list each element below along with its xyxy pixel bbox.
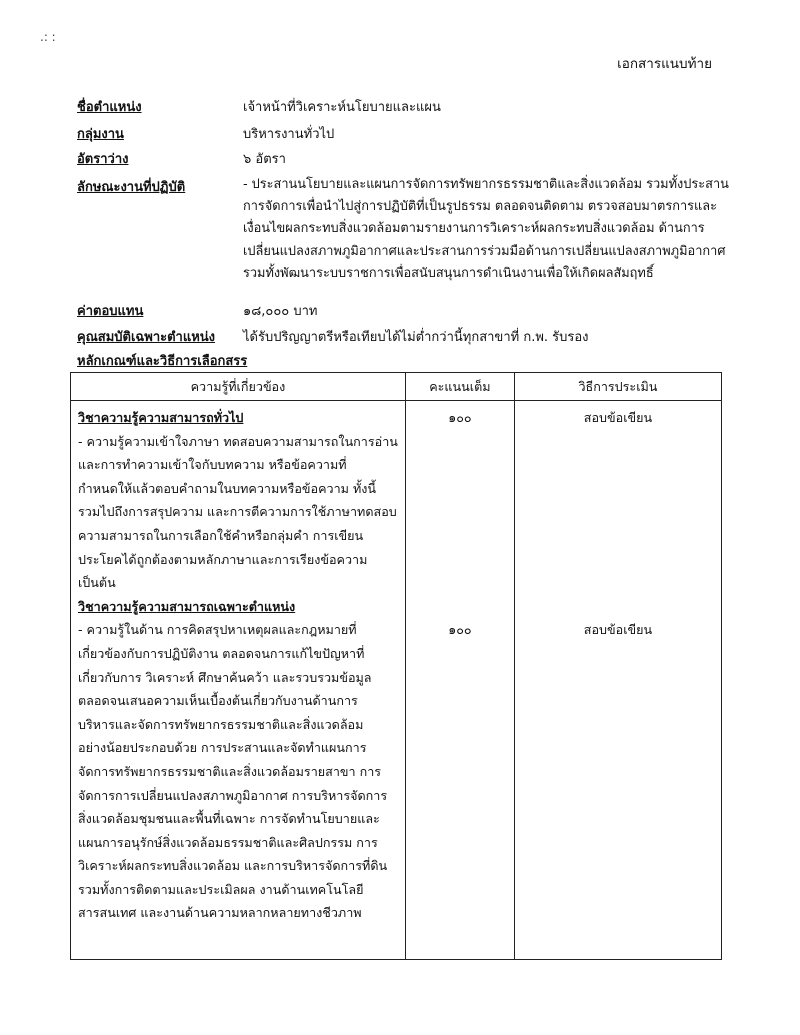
qualification-value: ได้รับปริญญาตรีหรือเทียบได้ไม่ต่ำกว่านี้ทุกสาขาที่ ก.พ. รับรอง (243, 330, 589, 345)
criteria-label: หลักเกณฑ์และวิธีการเลือกสรร (77, 354, 248, 369)
section-line: อย่างน้อยประกอบด้วย การประสานและจัดทำแผนการ (78, 740, 367, 756)
section-line: - ความรู้ความเข้าใจภาษา ทดสอบความสามารถในการอ่าน (78, 433, 398, 449)
duty-line: รวมทั้งพัฒนาระบบราชการเพื่อสนับสนุนการดำเนินงานเพื่อให้เกิดผลสัมฤทธิ์ (243, 265, 654, 281)
section-title-specific: วิชาความรู้ความสามารถเฉพาะตำแหน่ง (78, 598, 296, 614)
scan-specks: .: : (40, 30, 56, 44)
position-value: เจ้าหน้าที่วิเคราะห์นโยบายและแผน (243, 100, 441, 115)
duty-line: เปลี่ยนแปลงสภาพภูมิอากาศและประสานการร่วมมือด้านการเปลี่ยนแปลงสภาพภูมิอากาศ (243, 243, 726, 259)
vacancy-value: ๖ อัตรา (243, 152, 286, 167)
salary-label: ค่าตอบแทน (77, 304, 144, 319)
section-line: แผนการอนุรักษ์สิ่งแวดล้อมธรรมชาติและศิลปกรรม การ (78, 834, 378, 850)
header-full-score: คะแนนเต็ม (405, 373, 514, 401)
duty-line: การจัดการเพื่อนำไปสู่การปฏิบัติที่เป็นรูปธรรม ตลอดจนติดตาม ตรวจสอบมาตรการและ (243, 199, 717, 215)
section-line: กำหนดให้แล้วตอบคำถามในบทความหรือข้อความ ทั้งนี้ (78, 480, 377, 496)
score-general: ๑๐๐ (448, 410, 472, 425)
section-line: รวมทั้งการติดตามและประเมิลผล งานด้านเทคโนโลยี (78, 881, 364, 897)
method-specific: สอบข้อเขียน (583, 622, 653, 638)
header-knowledge: ความรู้ที่เกี่ยวข้อง (71, 373, 406, 401)
section-line: บริหารและจัดการทรัพยากรธรรมชาติและสิ่งแวดล้อม (78, 716, 364, 732)
criteria-table (70, 372, 722, 960)
section-line: เกี่ยวกับการ วิเคราะห์ ศึกษาค้นคว้า และรวบรวมข้อมูล (78, 669, 372, 685)
group-label: กลุ่มงาน (77, 127, 124, 142)
section-line: ประโยคได้ถูกต้องตามหลักภาษาและการเรียงข้อความ (78, 551, 368, 567)
duty-line: เงื่อนไขผลกระทบสิ่งแวดล้อมตามรายงานการวิเคราะห์ผลกระทบสิ่งแวดล้อม ด้านการ (243, 221, 705, 237)
header-evaluation-method: วิธีการประเมิน (514, 373, 721, 401)
attachment-label: เอกสารแนบท้าย (617, 56, 712, 72)
duty-description (243, 174, 729, 285)
method-cell (514, 401, 721, 960)
position-label: ชื่อตำแหน่ง (77, 100, 142, 115)
salary-value: ๑๘,๐๐๐ บาท (243, 304, 318, 319)
duty-label: ลักษณะงานที่ปฏิบัติ (77, 180, 186, 195)
section-line: สารสนเทศ และงานด้านความหลากหลายทางชีวภาพ (78, 905, 362, 921)
section-line: และการทำความเข้าใจกับบทความ หรือข้อความที่ (78, 457, 347, 473)
section-line: จัดการการเปลี่ยนแปลงสภาพภูมิอากาศ การบริหารจัดการ (78, 787, 388, 803)
knowledge-cell (71, 401, 406, 960)
qualification-label: คุณสมบัติเฉพาะตำแหน่ง (77, 330, 216, 345)
section-line: จัดการทรัพยากรธรรมชาติและสิ่งแวดล้อมรายสาขา การ (78, 763, 382, 779)
section-line: วิเคราะห์ผลกระทบสิ่งแวดล้อม และการบริหารจัดการที่ดิน (78, 858, 388, 874)
section-line: - ความรู้ในด้าน การคิดสรุปหาเหตุผลและกฎหมายที่ (78, 622, 357, 638)
vacancy-label: อัตราว่าง (77, 152, 129, 167)
section-line: เกี่ยวข้องกับการปฏิบัติงาน ตลอดจนการแก้ไขปัญหาที่ (78, 645, 365, 661)
score-cell (405, 401, 514, 960)
section-line: เป็นต้น (78, 575, 116, 591)
section-line: สิ่งแวดล้อมชุมชนและพื้นที่เฉพาะ การจัดทำนโยบายและ (78, 811, 380, 827)
method-general: สอบข้อเขียน (583, 410, 653, 425)
group-value: บริหารงานทั่วไป (243, 127, 335, 142)
section-line: ตลอดจนเสนอความเห็นเบื้องต้นเกี่ยวกับงานด้านการ (78, 693, 358, 709)
table-row (71, 401, 722, 960)
section-line: รวมไปถึงการสรุปความ และการตีความการใช้ภาษาทดสอบ (78, 504, 397, 520)
section-line: ความสามารถในการเลือกใช้คำหรือกลุ่มคำ การเขียน (78, 527, 364, 543)
section-title-general: วิชาความรู้ความสามารถทั่วไป (78, 410, 244, 425)
score-specific: ๑๐๐ (448, 622, 472, 638)
duty-line: - ประสานนโยบายและแผนการจัดการทรัพยากรธรรมชาติและสิ่งแวดล้อม รวมทั้งประสาน (243, 177, 729, 192)
table-header-row (71, 373, 722, 401)
